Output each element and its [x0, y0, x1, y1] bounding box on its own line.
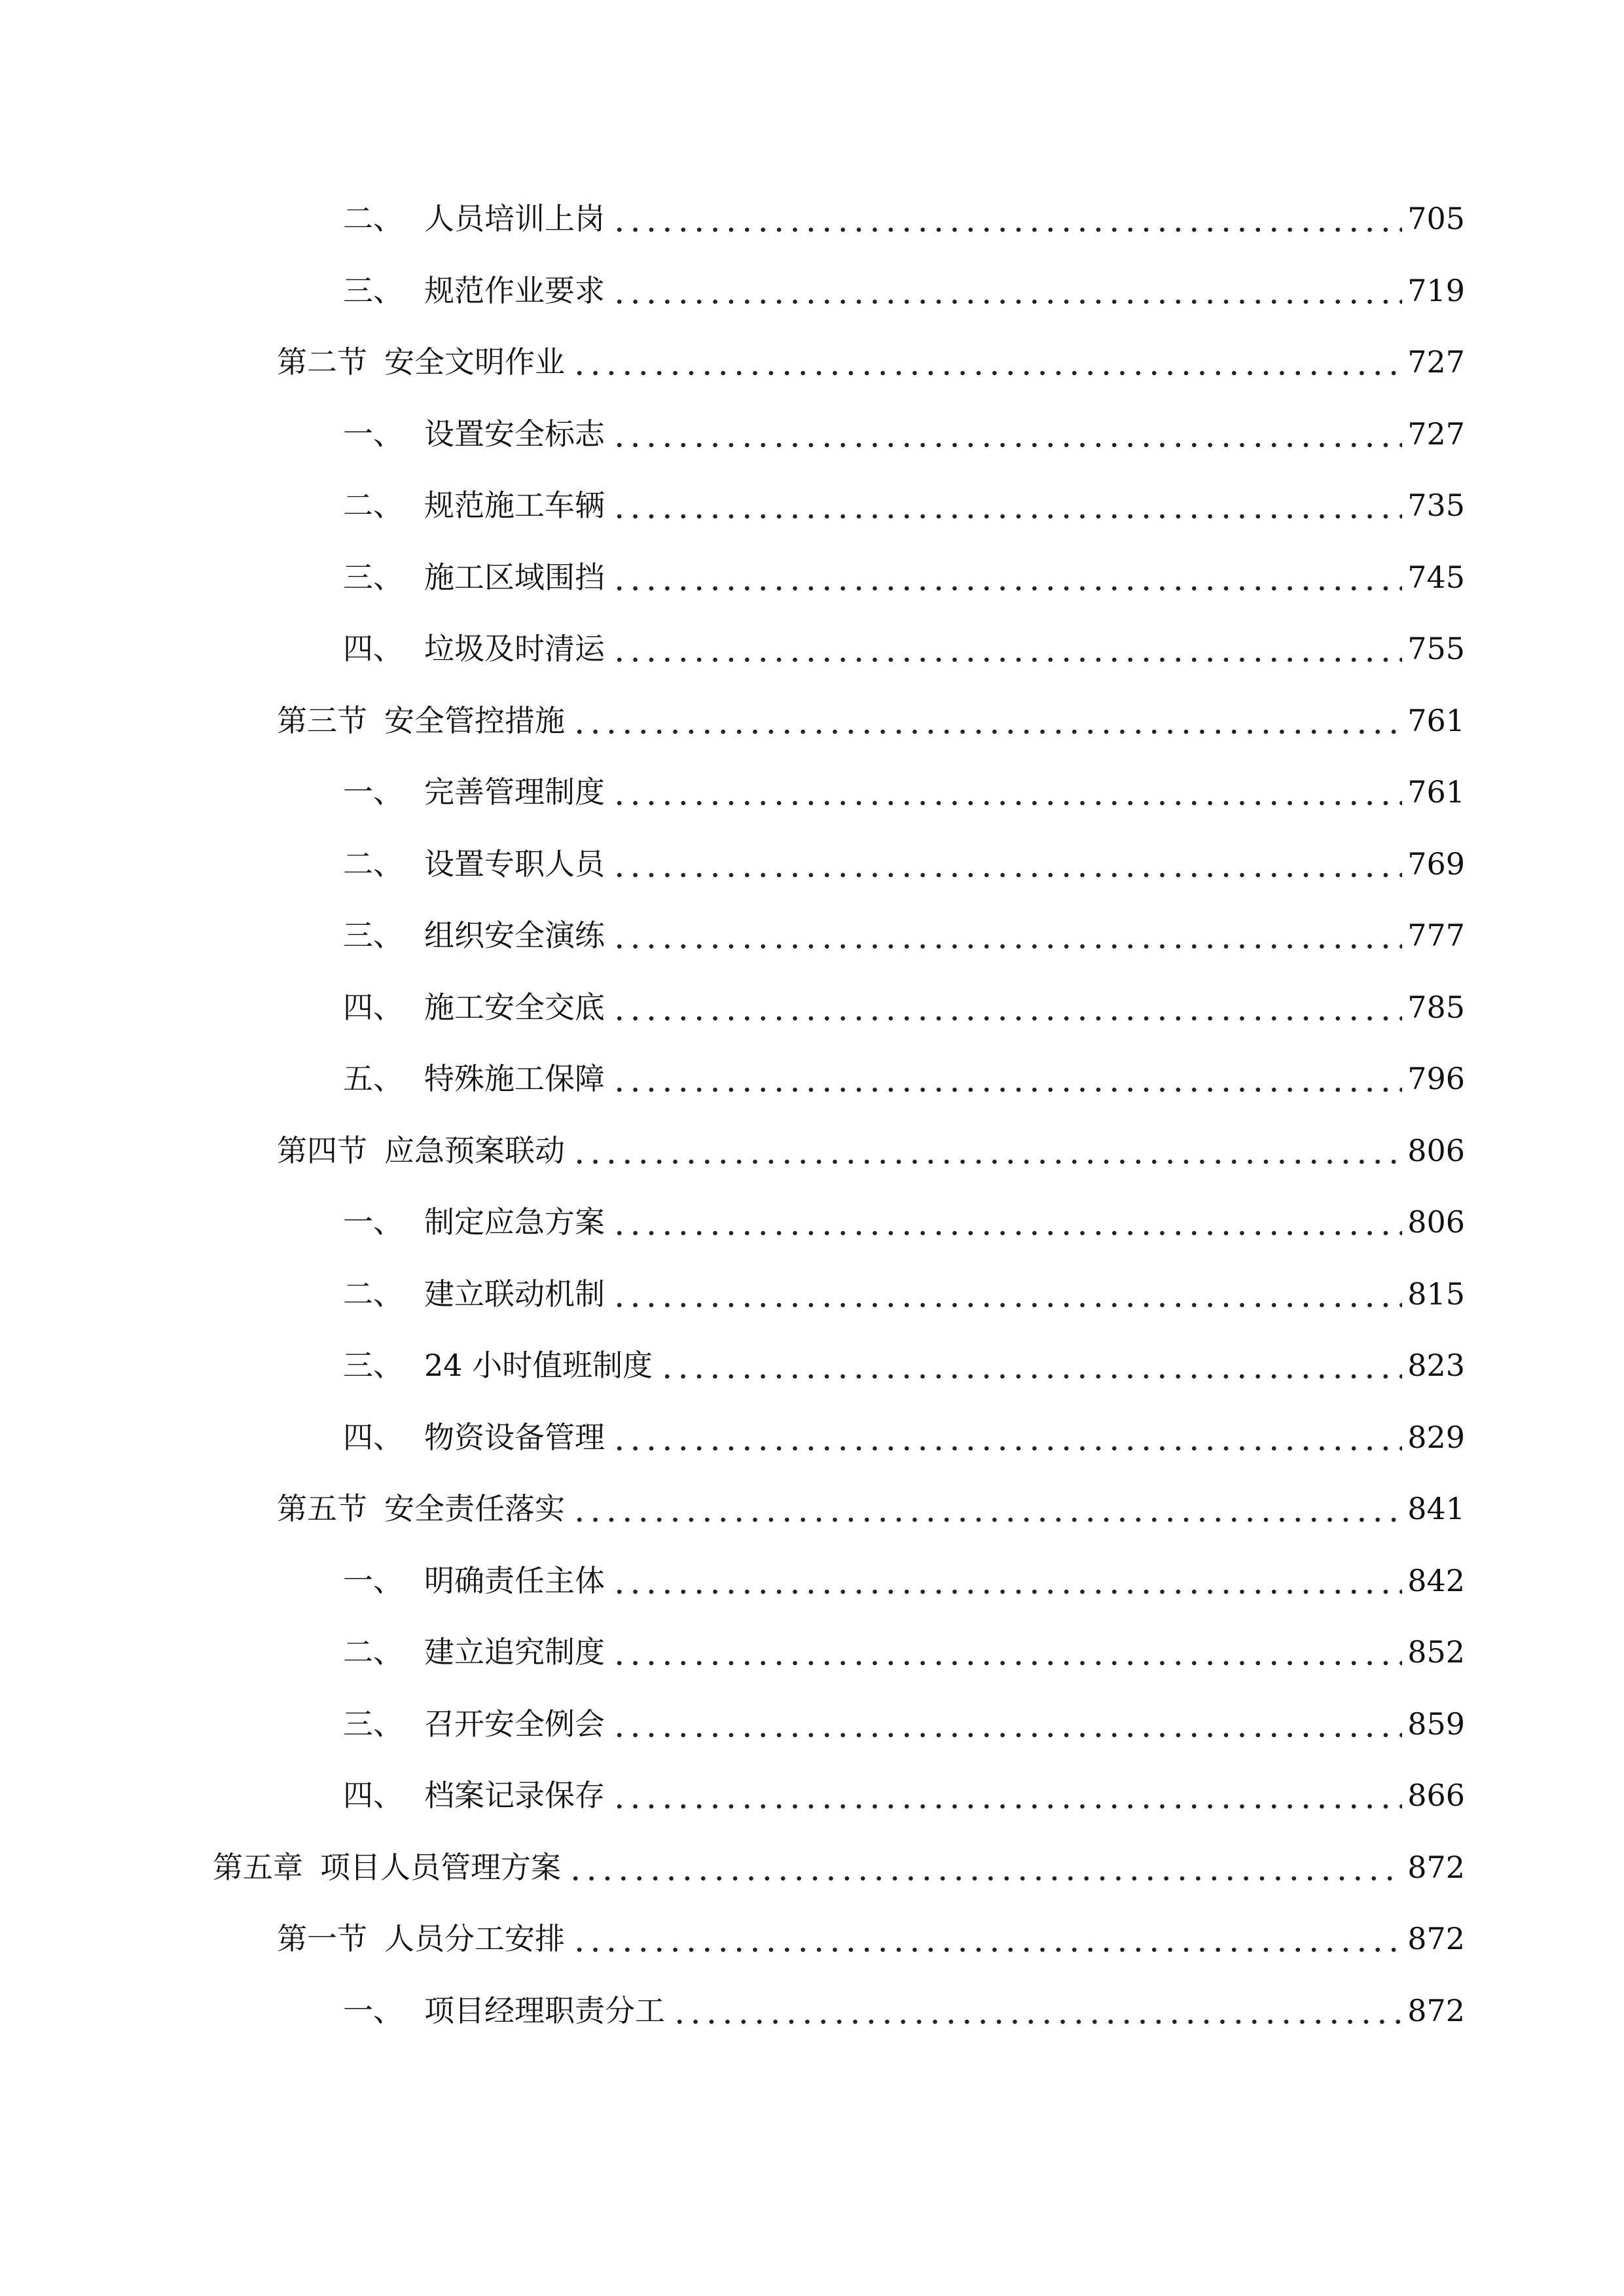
toc-entry-page-number: 852 — [1407, 1634, 1465, 1670]
toc-entry-page-number: 745 — [1407, 559, 1465, 595]
toc-entry-prefix: 第二节 — [277, 344, 367, 380]
dot-leader — [571, 1126, 1402, 1165]
toc-entry[interactable] — [0, 620, 1624, 692]
toc-entry[interactable] — [0, 405, 1624, 477]
dot-leader — [611, 1054, 1402, 1093]
toc-entry-numeral: 五、 — [343, 1061, 403, 1096]
toc-entry-title: 人员培训上岗 — [424, 201, 605, 236]
toc-entry-page-number: 806 — [1407, 1132, 1465, 1168]
toc-entry-page-number: 841 — [1407, 1491, 1465, 1526]
toc-entry[interactable] — [0, 1193, 1624, 1265]
toc-entry[interactable] — [0, 1336, 1624, 1408]
toc-entry-numeral: 三、 — [343, 272, 403, 308]
toc-entry-page-number: 761 — [1407, 774, 1465, 810]
toc-entry-page-number: 829 — [1407, 1419, 1465, 1455]
toc-entry-page-number: 735 — [1407, 488, 1465, 523]
dot-leader — [611, 1627, 1402, 1666]
toc-entry-page-number: 872 — [1407, 1921, 1465, 1956]
toc-entry-numeral: 一、 — [343, 416, 403, 452]
dot-leader — [568, 1842, 1402, 1882]
dot-leader — [611, 1556, 1402, 1595]
toc-entry-title: 建立联动机制 — [424, 1276, 605, 1312]
toc-entry-numeral: 一、 — [343, 1992, 403, 2028]
toc-entry-title: 项目经理职责分工 — [424, 1992, 665, 2028]
toc-entry[interactable] — [0, 763, 1624, 835]
dot-leader — [611, 982, 1402, 1022]
toc-entry-prefix: 第五章 — [213, 1849, 303, 1885]
toc-entry-title: 召开安全例会 — [424, 1706, 605, 1742]
toc-entry-numeral: 二、 — [343, 1276, 403, 1312]
dot-leader — [571, 696, 1402, 735]
toc-entry-numeral: 三、 — [343, 1706, 403, 1742]
toc-entry[interactable] — [0, 333, 1624, 405]
toc-entry[interactable] — [0, 1122, 1624, 1194]
dot-leader — [659, 1340, 1402, 1380]
toc-entry-title: 施工区域围挡 — [424, 559, 605, 595]
dot-leader — [611, 624, 1402, 663]
toc-entry-page-number: 842 — [1407, 1562, 1465, 1598]
toc-entry-page-number: 866 — [1407, 1778, 1465, 1813]
toc-entry-title: 档案记录保存 — [424, 1778, 605, 1813]
toc-entry-page-number: 777 — [1407, 918, 1465, 953]
toc-entry-prefix: 第一节 — [277, 1921, 367, 1956]
toc-entry-prefix: 第四节 — [277, 1132, 367, 1168]
toc-entry-title: 完善管理制度 — [424, 774, 605, 810]
toc-entry-page-number: 727 — [1407, 416, 1465, 452]
toc-entry-page-number: 823 — [1407, 1348, 1465, 1383]
toc-entry[interactable] — [0, 1695, 1624, 1767]
toc-entry[interactable] — [0, 978, 1624, 1050]
toc-entry[interactable] — [0, 1050, 1624, 1122]
toc-entry-title: 组织安全演练 — [424, 918, 605, 953]
toc-entry-numeral: 四、 — [343, 631, 403, 666]
toc-entry-title: 特殊施工保障 — [424, 1061, 605, 1096]
toc-entry-title: 规范施工车辆 — [424, 488, 605, 523]
toc-entry-numeral: 二、 — [343, 488, 403, 523]
table-of-contents — [0, 190, 1624, 2053]
toc-entry-page-number: 815 — [1407, 1276, 1465, 1312]
dot-leader — [611, 839, 1402, 878]
toc-entry-numeral: 四、 — [343, 1778, 403, 1813]
toc-entry-page-number: 769 — [1407, 846, 1465, 882]
toc-entry-numeral: 三、 — [343, 559, 403, 595]
toc-entry-prefix: 第五节 — [277, 1491, 367, 1526]
toc-entry-page-number: 859 — [1407, 1706, 1465, 1742]
toc-entry-numeral: 四、 — [343, 1419, 403, 1455]
toc-entry-title: 明确责任主体 — [424, 1562, 605, 1598]
toc-entry-title: 物资设备管理 — [424, 1419, 605, 1455]
toc-entry-page-number: 705 — [1407, 201, 1465, 236]
dot-leader — [571, 1914, 1402, 1953]
toc-entry-numeral: 一、 — [343, 1204, 403, 1240]
toc-entry[interactable] — [0, 476, 1624, 548]
toc-entry-title: 建立追究制度 — [424, 1634, 605, 1670]
toc-entry[interactable] — [0, 1910, 1624, 1982]
dot-leader — [611, 194, 1402, 233]
dot-leader — [672, 1986, 1402, 2025]
toc-entry-page-number: 796 — [1407, 1061, 1465, 1096]
toc-entry-prefix: 第三节 — [277, 702, 367, 738]
dot-leader — [611, 480, 1402, 520]
toc-entry-page-number: 755 — [1407, 631, 1465, 666]
toc-entry-title: 制定应急方案 — [424, 1204, 605, 1240]
dot-leader — [611, 910, 1402, 950]
toc-entry-title: 设置专职人员 — [424, 846, 605, 882]
toc-entry-title: 安全文明作业 — [384, 344, 565, 380]
toc-entry-numeral: 四、 — [343, 989, 403, 1025]
toc-entry[interactable] — [0, 548, 1624, 620]
toc-entry-page-number: 806 — [1407, 1204, 1465, 1240]
toc-entry[interactable] — [0, 1982, 1624, 2054]
toc-entry[interactable] — [0, 262, 1624, 334]
dot-leader — [611, 552, 1402, 592]
toc-entry-numeral: 三、 — [343, 918, 403, 953]
toc-entry-numeral: 三、 — [343, 1348, 403, 1383]
dot-leader — [611, 1197, 1402, 1236]
toc-entry-title: 垃圾及时清运 — [424, 631, 605, 666]
dot-leader — [611, 767, 1402, 806]
toc-entry-title: 24 小时值班制度 — [424, 1348, 653, 1383]
toc-entry-title: 规范作业要求 — [424, 272, 605, 308]
toc-entry[interactable] — [0, 1552, 1624, 1624]
toc-entry[interactable] — [0, 1767, 1624, 1839]
dot-leader — [571, 1484, 1402, 1523]
toc-entry[interactable] — [0, 1265, 1624, 1337]
toc-entry-numeral: 二、 — [343, 846, 403, 882]
dot-leader — [611, 266, 1402, 305]
toc-entry-numeral: 一、 — [343, 1562, 403, 1598]
toc-entry-title: 项目人员管理方案 — [320, 1849, 561, 1885]
toc-entry[interactable] — [0, 1623, 1624, 1695]
toc-entry[interactable] — [0, 1408, 1624, 1480]
dot-leader — [611, 409, 1402, 448]
toc-entry-title: 安全责任落实 — [384, 1491, 565, 1526]
toc-entry[interactable] — [0, 835, 1624, 907]
toc-entry-page-number: 785 — [1407, 989, 1465, 1025]
toc-entry-numeral: 一、 — [343, 774, 403, 810]
toc-entry-numeral: 二、 — [343, 1634, 403, 1670]
toc-entry-numeral: 二、 — [343, 201, 403, 236]
toc-entry-title: 设置安全标志 — [424, 416, 605, 452]
toc-entry-page-number: 719 — [1407, 272, 1465, 308]
dot-leader — [611, 1770, 1402, 1810]
dot-leader — [611, 1412, 1402, 1452]
dot-leader — [611, 1269, 1402, 1308]
toc-entry-title: 施工安全交底 — [424, 989, 605, 1025]
dot-leader — [611, 1699, 1402, 1738]
toc-entry[interactable] — [0, 1839, 1624, 1910]
toc-entry[interactable] — [0, 692, 1624, 764]
toc-entry-title: 安全管控措施 — [384, 702, 565, 738]
toc-entry[interactable] — [0, 1480, 1624, 1552]
toc-entry-title: 应急预案联动 — [384, 1132, 565, 1168]
toc-entry-title: 人员分工安排 — [384, 1921, 565, 1956]
dot-leader — [571, 337, 1402, 376]
toc-entry[interactable] — [0, 906, 1624, 978]
toc-entry[interactable] — [0, 190, 1624, 262]
toc-entry-page-number: 761 — [1407, 702, 1465, 738]
toc-entry-page-number: 872 — [1407, 1849, 1465, 1885]
toc-entry-page-number: 872 — [1407, 1992, 1465, 2028]
toc-entry-page-number: 727 — [1407, 344, 1465, 380]
